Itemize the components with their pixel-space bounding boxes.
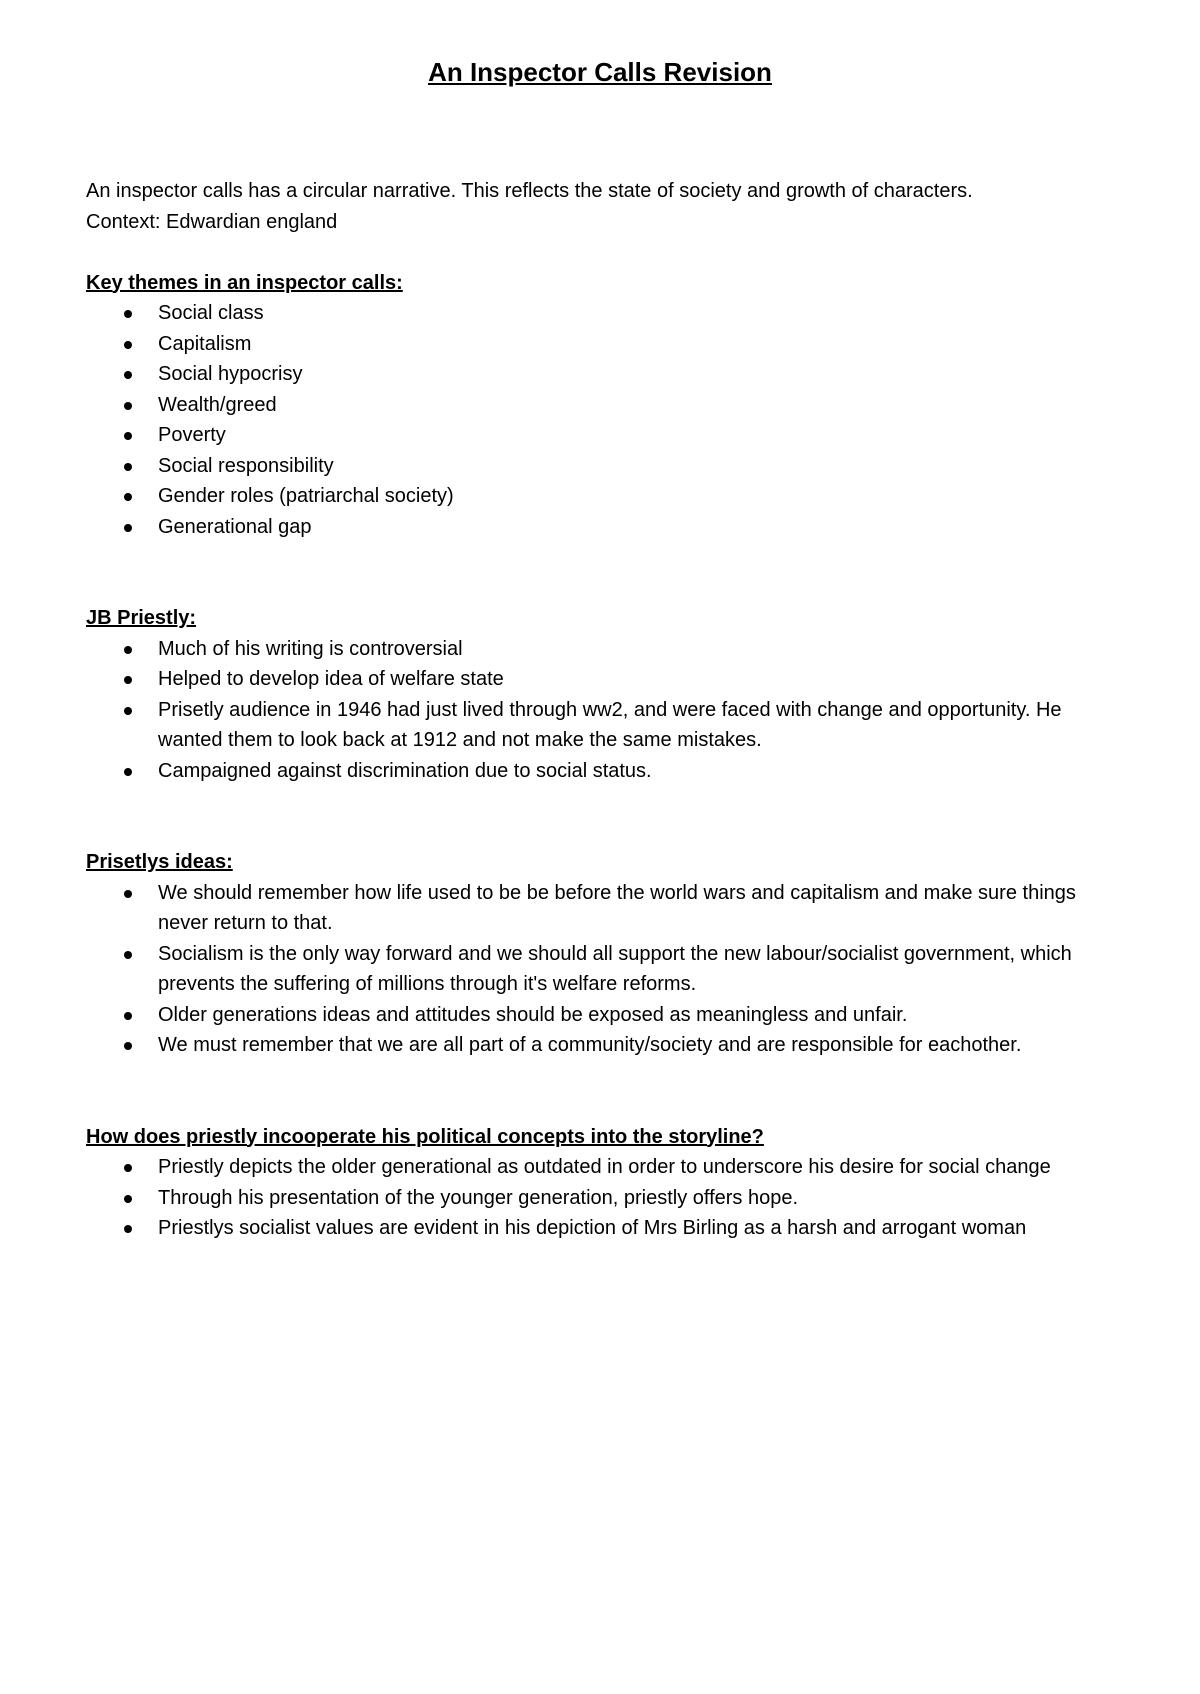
list-item-text: Priestlys socialist values are evident in his depiction of Mrs Birling as a harsh and arrogant woman bbox=[158, 1217, 1027, 1239]
list-item bbox=[86, 512, 1126, 543]
list-item-text: Prisetly audience in 1946 had just lived through ww2, and were faced with change and opportunity. He wanted them to look back at 1912 and not make the same mistakes. bbox=[158, 698, 1062, 751]
list-item bbox=[86, 359, 1126, 390]
bullet-icon bbox=[124, 310, 132, 318]
spacer bbox=[86, 542, 1126, 603]
list-item bbox=[86, 298, 1126, 329]
bullet-icon bbox=[124, 1195, 132, 1203]
section-heading: Prisetlys ideas: bbox=[86, 851, 233, 873]
list-item-text: Priestly depicts the older generational as outdated in order to underscore his desire for social change bbox=[158, 1156, 1051, 1178]
bullet-icon bbox=[124, 463, 132, 471]
list-item-text: Social class bbox=[158, 302, 264, 324]
bullet-icon bbox=[124, 1225, 132, 1233]
list-item bbox=[86, 634, 1126, 665]
list-item-text: Older generations ideas and attitudes should be exposed as meaningless and unfair. bbox=[158, 1003, 908, 1026]
list-item-text: We must remember that we are all part of a community/society and are responsible for eachother. bbox=[158, 1034, 1022, 1056]
list-item-text: Campaigned against discrimination due to social status. bbox=[158, 759, 652, 782]
list-item-text: We should remember how life used to be be before the world wars and capitalism and make sure things never return to that. bbox=[158, 881, 1076, 934]
bullet-icon bbox=[124, 1012, 132, 1020]
bullet-list bbox=[86, 1152, 1126, 1244]
bullet-list bbox=[86, 298, 1126, 542]
bullet-icon bbox=[124, 707, 132, 715]
list-item-text: Wealth/greed bbox=[158, 393, 277, 416]
list-item-text: Socialism is the only way forward and we should all support the new labour/socialist government, which prevents the suffering of millions through it's welfare reforms. bbox=[158, 942, 1072, 995]
list-item bbox=[86, 420, 1126, 451]
bullet-icon bbox=[124, 951, 132, 959]
bullet-icon bbox=[124, 493, 132, 501]
bullet-icon bbox=[124, 646, 132, 654]
list-item-text: Social responsibility bbox=[158, 454, 334, 477]
bullet-icon bbox=[124, 1042, 132, 1050]
bullet-icon bbox=[124, 524, 132, 532]
list-item-text: Through his presentation of the younger generation, priestly offers hope. bbox=[158, 1186, 799, 1209]
list-item bbox=[86, 451, 1126, 482]
bullet-icon bbox=[124, 890, 132, 898]
list-item bbox=[86, 1000, 1126, 1031]
section-heading: How does priestly incooperate his political concepts into the storyline? bbox=[86, 1125, 764, 1148]
list-item-text: Poverty bbox=[158, 424, 226, 446]
list-item-text: Generational gap bbox=[158, 515, 312, 538]
list-item bbox=[86, 1152, 1126, 1183]
spacer bbox=[86, 1061, 1126, 1122]
spacer bbox=[86, 786, 1126, 847]
bullet-icon bbox=[124, 1164, 132, 1172]
list-item bbox=[86, 664, 1126, 695]
list-item-text: Gender roles (patriarchal society) bbox=[158, 485, 454, 507]
list-item-text: Much of his writing is controversial bbox=[158, 637, 463, 660]
bullet-list bbox=[86, 878, 1126, 1061]
list-item bbox=[86, 695, 1126, 756]
list-item-text: Capitalism bbox=[158, 332, 252, 355]
intro-line-narrative: An inspector calls has a circular narrative. This reflects the state of society and growth of characters. bbox=[86, 180, 973, 202]
section-priestly-ideas bbox=[86, 847, 1126, 1061]
bullet-icon bbox=[124, 402, 132, 410]
list-item-text: Social hypocrisy bbox=[158, 363, 303, 385]
list-item bbox=[86, 481, 1126, 512]
section-jb-priestly bbox=[86, 603, 1126, 786]
document-body bbox=[86, 176, 1126, 1244]
document-title: An Inspector Calls Revision bbox=[428, 57, 772, 87]
section-heading: JB Priestly: bbox=[86, 607, 197, 629]
bullet-icon bbox=[124, 768, 132, 776]
list-item bbox=[86, 756, 1126, 787]
list-item bbox=[86, 1213, 1126, 1244]
section-heading: Key themes in an inspector calls: bbox=[86, 271, 403, 294]
bullet-icon bbox=[124, 341, 132, 349]
spacer bbox=[86, 237, 1126, 268]
bullet-list bbox=[86, 634, 1126, 787]
bullet-icon bbox=[124, 432, 132, 440]
list-item bbox=[86, 329, 1126, 360]
list-item-text: Helped to develop idea of welfare state bbox=[158, 668, 504, 690]
list-item bbox=[86, 878, 1126, 939]
section-key-themes bbox=[86, 268, 1126, 543]
list-item bbox=[86, 390, 1126, 421]
bullet-icon bbox=[124, 371, 132, 379]
section-political-concepts bbox=[86, 1122, 1126, 1244]
list-item bbox=[86, 1183, 1126, 1214]
list-item bbox=[86, 939, 1126, 1000]
intro-line-context: Context: Edwardian england bbox=[86, 210, 338, 233]
bullet-icon bbox=[124, 676, 132, 684]
list-item bbox=[86, 1030, 1126, 1061]
